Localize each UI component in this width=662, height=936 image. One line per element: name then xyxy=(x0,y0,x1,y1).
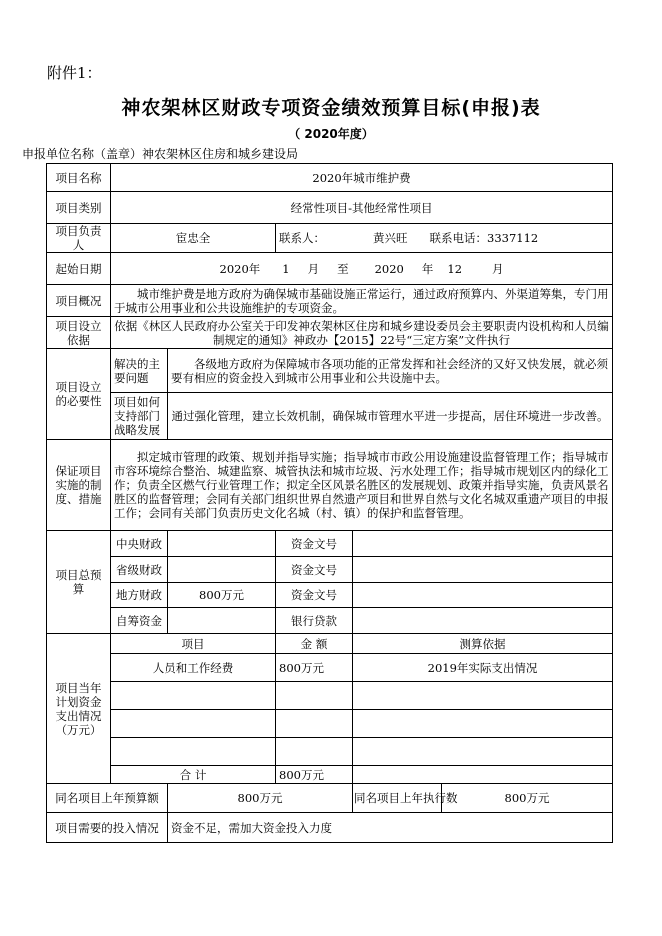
local-finance-amount: 800万元 xyxy=(168,583,276,608)
plan-row2-basis xyxy=(353,682,613,710)
phone-number: 3337112 xyxy=(487,231,539,245)
attachment-label: 附件1： xyxy=(47,64,102,82)
basis-text: 依据《林区人民政府办公室关于印发神农架林区住房和城乡建设委员会主要职责内设机构和人员编制规定的通知》神政办【2015】22号“三定方案”文件执行 xyxy=(111,317,613,349)
end-month: 12 xyxy=(447,261,463,276)
responsible-name: 宦忠全 xyxy=(111,224,276,253)
plan-col-amount: 金 额 xyxy=(276,634,353,654)
strategy-label: 项目如何支持部门战略发展 xyxy=(111,393,168,440)
basis-label: 项目设立依据 xyxy=(47,317,111,349)
plan-row1-item: 人员和工作经费 xyxy=(111,654,276,682)
responsible-label: 项目负责人 xyxy=(47,224,111,253)
measures-label: 保证项目实施的制度、措施 xyxy=(47,440,111,531)
project-name-value: 2020年城市维护费 xyxy=(111,164,613,192)
provincial-finance-label: 省级财政 xyxy=(111,557,168,583)
problem-label: 解决的主要问题 xyxy=(111,349,168,393)
necessity-label: 项目设立的必要性 xyxy=(47,349,111,440)
local-doc-no-value xyxy=(353,583,613,608)
plan-col-basis: 测算依据 xyxy=(353,634,613,654)
self-funds-amount xyxy=(168,608,276,634)
plan-label: 项目当年计划资金支出情况（万元） xyxy=(47,634,111,784)
overview-text: 城市维护费是地方政府为确保城市基础设施正常运行，通过政府预算内、外渠道筹集，专门用于城市公用事业和公共设施维护的专项资金。 xyxy=(111,285,613,317)
provincial-doc-no-label: 资金文号 xyxy=(276,557,353,583)
local-finance-label: 地方财政 xyxy=(111,583,168,608)
contact-name: 黄兴旺 xyxy=(373,231,408,245)
plan-row4-item xyxy=(111,738,276,766)
project-type-label: 项目类别 xyxy=(47,192,111,224)
year-unit: 年 xyxy=(421,261,434,276)
project-name-label: 项目名称 xyxy=(47,164,111,192)
plan-total-label: 合 计 xyxy=(111,766,276,784)
start-year: 2020年 xyxy=(219,261,261,276)
plan-row3-item xyxy=(111,710,276,738)
last-year-exec-value: 800万元 xyxy=(442,784,613,813)
central-finance-amount xyxy=(168,531,276,557)
needs-label: 项目需要的投入情况 xyxy=(47,813,168,843)
budget-form-table xyxy=(46,163,613,843)
last-year-budget-value: 800万元 xyxy=(168,784,353,813)
plan-row3-basis xyxy=(353,710,613,738)
plan-row4-basis xyxy=(353,738,613,766)
plan-row4-amount xyxy=(276,738,353,766)
last-year-budget-label: 同名项目上年预算额 xyxy=(47,784,168,813)
local-doc-no-label: 资金文号 xyxy=(276,583,353,608)
plan-row1-amount: 800万元 xyxy=(276,654,353,682)
form-year: （ 2020年度） xyxy=(288,127,374,141)
dates-value xyxy=(111,253,613,285)
plan-row2-amount xyxy=(276,682,353,710)
applicant-unit: 申报单位名称（盖章）神农架林区住房和城乡建设局 xyxy=(22,147,299,161)
measures-text: 拟定城市管理的政策、规划并指导实施；指导城市市政公用设施建设监督管理工作；指导城市市容环境综合整治、城建监察、城管执法和城市垃圾、污水处理工作；指导城市规划区内的绿化工作；负责全区燃气行业管理工作；拟定全区风景名胜区的发展规划、政策并指导实施，负责风景名胜区的监督管理；会同有关部门组织世界自然遗产项目和世界自然与文化名城双重遗产项目的申报工作；会同有关部门负责历史文化名城（村、镇）的保护和监督管理。 xyxy=(111,440,613,531)
central-doc-no-label: 资金文号 xyxy=(276,531,353,557)
plan-row3-amount xyxy=(276,710,353,738)
needs-text: 资金不足，需加大资金投入力度 xyxy=(168,813,613,843)
plan-total-basis xyxy=(353,766,613,784)
project-type-value: 经常性项目-其他经常性项目 xyxy=(111,192,613,224)
contact-cell xyxy=(276,224,613,253)
plan-total-amount: 800万元 xyxy=(276,766,353,784)
strategy-text: 通过强化管理，建立长效机制，确保城市管理水平进一步提高，居住环境进一步改善。 xyxy=(168,393,613,440)
bank-loan-value xyxy=(353,608,613,634)
form-title: 神农架林区财政专项资金绩效预算目标(申报)表 xyxy=(121,97,541,119)
contact-label: 联系人： xyxy=(279,231,325,245)
last-year-exec-label: 同名项目上年执行数 xyxy=(353,784,442,813)
central-finance-label: 中央财政 xyxy=(111,531,168,557)
dates-label: 起始日期 xyxy=(47,253,111,285)
provincial-doc-no-value xyxy=(353,557,613,583)
end-year: 2020 xyxy=(374,261,404,276)
phone-label: 联系电话： xyxy=(429,231,487,245)
plan-row1-basis: 2019年实际支出情况 xyxy=(353,654,613,682)
provincial-finance-amount xyxy=(168,557,276,583)
budget-label: 项目总预算 xyxy=(47,531,111,634)
end-month-unit: 月 xyxy=(492,261,504,276)
date-to: 至 xyxy=(337,261,349,276)
month-unit: 月 xyxy=(307,261,320,276)
plan-row2-item xyxy=(111,682,276,710)
self-funds-label: 自筹资金 xyxy=(111,608,168,634)
plan-col-item: 项目 xyxy=(111,634,276,654)
start-month: 1 xyxy=(282,261,290,276)
central-doc-no-value xyxy=(353,531,613,557)
problem-text: 各级地方政府为保障城市各项功能的正常发挥和社会经济的又好又快发展，就必须要有相应的资金投入到城市公用事业和公共设施中去。 xyxy=(168,349,613,393)
bank-loan-label: 银行贷款 xyxy=(276,608,353,634)
overview-label: 项目概况 xyxy=(47,285,111,317)
